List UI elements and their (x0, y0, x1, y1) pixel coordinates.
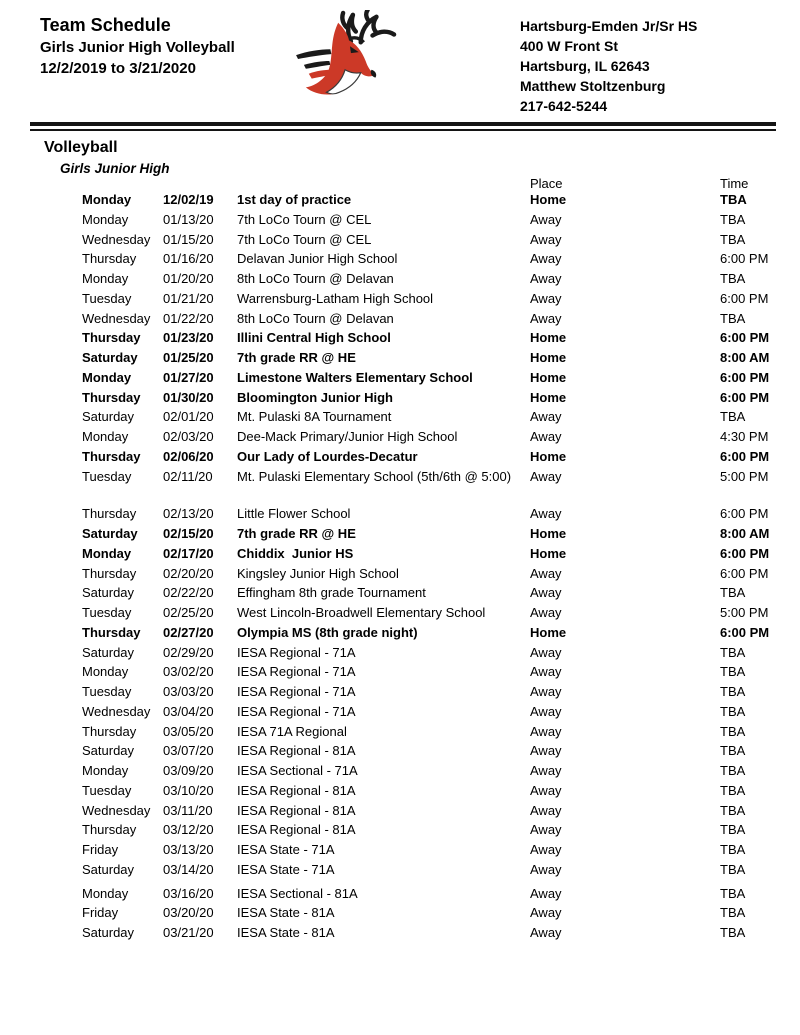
day-cell: Wednesday (82, 231, 151, 247)
date-cell: 03/04/20 (163, 703, 214, 719)
table-row (0, 504, 800, 524)
time-cell: TBA (720, 310, 746, 326)
day-cell: Thursday (82, 448, 141, 464)
table-row (0, 368, 800, 388)
time-cell: 8:00 AM (720, 350, 770, 365)
day-cell: Tuesday (82, 782, 132, 798)
date-cell: 12/02/19 (163, 192, 214, 207)
event-cell: Mt. Pulaski 8A Tournament (237, 409, 392, 425)
day-cell: Saturday (82, 861, 135, 877)
table-row (0, 447, 800, 467)
table-row (0, 524, 800, 544)
place-cell: Home (530, 330, 567, 346)
event-cell: IESA Regional - 71A (237, 703, 356, 719)
day-cell: Wednesday (82, 802, 151, 818)
place-cell: Away (530, 271, 562, 286)
table-row (0, 544, 800, 564)
table-row (0, 662, 800, 682)
place-cell: Away (530, 763, 562, 778)
time-cell: 6:00 PM (720, 330, 770, 346)
day-cell: Monday (82, 211, 129, 227)
place-cell: Home (530, 192, 567, 207)
time-cell: 6:00 PM (720, 389, 770, 405)
date-cell: 03/07/20 (163, 743, 214, 759)
event-cell: Warrensburg-Latham High School (237, 290, 434, 306)
event-cell: IESA Sectional - 71A (237, 763, 358, 778)
event-cell: IESA Regional - 71A (237, 644, 356, 660)
time-cell: TBA (720, 723, 746, 739)
date-cell: 01/13/20 (163, 211, 214, 227)
table-row (0, 741, 800, 761)
event-cell: Dee-Mack Primary/Junior High School (237, 429, 458, 444)
time-cell: TBA (720, 802, 746, 818)
event-cell: IESA Sectional - 81A (237, 885, 358, 901)
day-cell: Saturday (82, 409, 135, 425)
day-cell: Tuesday (82, 468, 132, 484)
day-cell: Thursday (82, 822, 137, 838)
time-cell: 6:00 PM (720, 545, 770, 561)
time-cell: TBA (720, 885, 746, 901)
table-row (0, 190, 800, 210)
table-row (0, 643, 800, 663)
date-cell: 03/11/20 (163, 802, 213, 818)
event-cell: IESA State - 71A (237, 842, 335, 857)
event-cell: 8th LoCo Tourn @ Delavan (237, 271, 394, 286)
event-cell: Mt. Pulaski Elementary School (5th/6th @ 5:00) (237, 468, 512, 484)
day-cell: Monday (82, 664, 129, 680)
header-left-block (40, 14, 235, 79)
time-cell: 5:00 PM (720, 605, 769, 620)
time-cell: TBA (720, 925, 746, 940)
schedule-date-range: 12/2/2019 to 3/21/2020 (40, 60, 196, 77)
table-row (0, 903, 800, 923)
time-cell: TBA (720, 743, 746, 759)
time-cell: 6:00 PM (720, 506, 769, 522)
place-cell: Home (530, 350, 567, 365)
place-cell: Away (530, 822, 562, 838)
date-cell: 03/03/20 (163, 684, 214, 699)
event-cell: IESA State - 81A (237, 905, 335, 921)
date-cell: 03/14/20 (163, 861, 214, 877)
place-cell: Away (530, 802, 562, 818)
day-cell: Monday (82, 429, 129, 444)
date-cell: 03/20/20 (163, 905, 214, 921)
date-cell: 02/29/20 (163, 644, 214, 660)
place-cell: Away (530, 703, 562, 719)
time-cell: TBA (720, 861, 746, 877)
date-cell: 02/17/20 (163, 545, 214, 561)
table-row (0, 230, 800, 250)
day-cell: Monday (82, 369, 132, 385)
time-cell: TBA (720, 703, 746, 719)
table-row (0, 249, 800, 269)
place-cell: Away (530, 506, 562, 522)
place-cell: Away (530, 605, 562, 620)
event-cell: 7th LoCo Tourn @ CEL (237, 231, 372, 247)
date-cell: 01/25/20 (163, 350, 214, 365)
table-row (0, 702, 800, 722)
table-row (0, 309, 800, 329)
school-name: Hartsburg-Emden Jr/Sr HS (520, 18, 698, 34)
place-cell: Away (530, 842, 562, 857)
table-row (0, 722, 800, 742)
event-cell: IESA Regional - 71A (237, 664, 356, 680)
event-cell: 7th grade RR @ HE (237, 526, 356, 541)
place-cell: Away (530, 211, 562, 227)
place-cell: Away (530, 905, 562, 921)
table-row (0, 564, 800, 584)
place-cell: Away (530, 409, 562, 425)
table-row (0, 289, 800, 309)
place-cell: Away (530, 644, 562, 660)
time-cell: TBA (720, 271, 746, 286)
time-cell: TBA (720, 684, 746, 699)
place-cell: Away (530, 310, 562, 326)
table-row (0, 603, 800, 623)
place-cell: Away (530, 231, 562, 247)
day-cell: Thursday (82, 389, 141, 405)
place-cell: Away (530, 664, 562, 680)
school-info-block (520, 16, 697, 116)
date-cell: 01/30/20 (163, 389, 214, 405)
team-heading: Girls Junior High (60, 161, 170, 176)
place-cell: Away (530, 684, 562, 699)
place-cell: Away (530, 251, 562, 267)
time-cell: 6:00 PM (720, 624, 770, 640)
event-cell: 7th grade RR @ HE (237, 350, 356, 365)
event-cell: Our Lady of Lourdes-Decatur (237, 448, 418, 464)
table-row (0, 860, 800, 880)
day-cell: Thursday (82, 330, 141, 346)
day-cell: Monday (82, 271, 129, 286)
time-cell: TBA (720, 842, 746, 857)
contact-name: Matthew Stoltzenburg (520, 78, 666, 94)
event-cell: Delavan Junior High School (237, 251, 398, 267)
event-cell: Bloomington Junior High (237, 389, 393, 405)
time-cell: 6:00 PM (720, 448, 770, 464)
schedule-table (0, 190, 800, 943)
place-cell: Away (530, 585, 562, 601)
event-cell: Limestone Walters Elementary School (237, 369, 473, 385)
table-row (0, 781, 800, 801)
date-cell: 02/06/20 (163, 448, 214, 464)
date-cell: 02/25/20 (163, 605, 214, 620)
table-row (0, 388, 800, 408)
day-cell: Tuesday (82, 605, 132, 620)
place-cell: Away (530, 743, 562, 759)
time-cell: TBA (720, 644, 746, 660)
date-cell: 03/09/20 (163, 763, 214, 778)
stag-mascot-icon (293, 10, 403, 108)
date-cell: 03/13/20 (163, 842, 214, 857)
place-cell: Home (530, 545, 567, 561)
time-cell: 6:00 PM (720, 251, 769, 267)
table-row (0, 328, 800, 348)
date-cell: 01/16/20 (163, 251, 214, 267)
date-cell: 01/27/20 (163, 369, 214, 385)
event-cell: Chiddix Junior HS (237, 545, 354, 561)
date-cell: 02/27/20 (163, 624, 214, 640)
table-row (0, 884, 800, 904)
date-cell: 01/23/20 (163, 330, 214, 346)
date-cell: 01/22/20 (163, 310, 214, 326)
day-cell: Thursday (82, 624, 141, 640)
sport-heading: Volleyball (44, 139, 118, 156)
date-cell: 01/21/20 (163, 290, 214, 306)
table-row (0, 761, 800, 781)
date-cell: 03/16/20 (163, 885, 214, 901)
event-cell: IESA Regional - 81A (237, 743, 356, 759)
date-cell: 03/05/20 (163, 723, 214, 739)
event-cell: 7th LoCo Tourn @ CEL (237, 211, 372, 227)
date-cell: 02/11/20 (163, 468, 213, 484)
contact-phone: 217-642-5244 (520, 98, 608, 114)
day-cell: Friday (82, 842, 119, 857)
event-cell: IESA State - 71A (237, 861, 335, 877)
table-row (0, 427, 800, 447)
date-cell: 01/20/20 (163, 271, 214, 286)
time-cell: 6:00 PM (720, 290, 769, 306)
time-cell: 8:00 AM (720, 526, 770, 541)
time-cell: TBA (720, 585, 746, 601)
column-header-time: Time (720, 176, 749, 191)
place-cell: Away (530, 565, 562, 581)
event-cell: Olympia MS (8th grade night) (237, 624, 418, 640)
table-row (0, 407, 800, 427)
table-row (0, 820, 800, 840)
event-cell: IESA 71A Regional (237, 723, 347, 739)
table-row (0, 923, 800, 943)
time-cell: TBA (720, 782, 746, 798)
column-header-place: Place (530, 176, 563, 191)
time-cell: TBA (720, 231, 746, 247)
event-cell: IESA State - 81A (237, 925, 335, 940)
event-cell: West Lincoln-Broadwell Elementary School (237, 605, 486, 620)
table-row (0, 801, 800, 821)
day-cell: Saturday (82, 526, 138, 541)
time-cell: 4:30 PM (720, 429, 769, 444)
time-cell: TBA (720, 822, 746, 838)
school-address-line2: Hartsburg, IL 62643 (520, 58, 650, 74)
day-cell: Monday (82, 885, 129, 901)
event-cell: Kingsley Junior High School (237, 565, 399, 581)
time-cell: TBA (720, 211, 746, 227)
day-cell: Saturday (82, 350, 138, 365)
time-cell: TBA (720, 905, 746, 921)
date-cell: 02/22/20 (163, 585, 214, 601)
team-subtitle: Girls Junior High Volleyball (40, 39, 235, 56)
day-cell: Saturday (82, 925, 135, 940)
place-cell: Away (530, 861, 562, 877)
place-cell: Away (530, 429, 562, 444)
place-cell: Away (530, 290, 562, 306)
date-cell: 03/12/20 (163, 822, 214, 838)
school-address-line1: 400 W Front St (520, 38, 619, 54)
table-row (0, 210, 800, 230)
table-row (0, 682, 800, 702)
event-cell: IESA Regional - 81A (237, 802, 356, 818)
table-row (0, 269, 800, 289)
day-cell: Monday (82, 545, 132, 561)
event-cell: IESA Regional - 81A (237, 782, 356, 798)
time-cell: 6:00 PM (720, 565, 769, 581)
place-cell: Home (530, 389, 567, 405)
date-cell: 02/15/20 (163, 526, 214, 541)
day-cell: Thursday (82, 565, 137, 581)
place-cell: Home (530, 624, 567, 640)
event-cell: IESA Regional - 81A (237, 822, 356, 838)
time-cell: TBA (720, 664, 746, 680)
event-cell: Little Flower School (237, 506, 351, 522)
event-cell: 1st day of practice (237, 192, 352, 207)
day-cell: Saturday (82, 585, 135, 601)
time-cell: TBA (720, 192, 747, 207)
date-cell: 03/02/20 (163, 664, 214, 680)
place-cell: Away (530, 885, 562, 901)
event-cell: Effingham 8th grade Tournament (237, 585, 426, 601)
date-cell: 02/01/20 (163, 409, 214, 425)
table-row (0, 840, 800, 860)
place-cell: Home (530, 526, 567, 541)
place-cell: Home (530, 448, 567, 464)
header-divider (30, 122, 776, 131)
table-row (0, 583, 800, 603)
column-headers (0, 177, 800, 191)
place-cell: Home (530, 369, 567, 385)
time-cell: 6:00 PM (720, 369, 770, 385)
day-cell: Saturday (82, 644, 135, 660)
table-row (0, 348, 800, 368)
date-cell: 02/13/20 (163, 506, 214, 522)
day-cell: Thursday (82, 251, 137, 267)
date-cell: 03/21/20 (163, 925, 214, 940)
event-cell: IESA Regional - 71A (237, 684, 356, 699)
place-cell: Away (530, 925, 562, 940)
table-row (0, 467, 800, 487)
table-row (0, 623, 800, 643)
day-cell: Saturday (82, 743, 135, 759)
date-cell: 02/03/20 (163, 429, 214, 444)
date-cell: 03/10/20 (163, 782, 214, 798)
day-cell: Thursday (82, 506, 137, 522)
day-cell: Tuesday (82, 684, 132, 699)
place-cell: Away (530, 468, 562, 484)
page-title: Team Schedule (40, 15, 171, 35)
day-cell: Tuesday (82, 290, 132, 306)
event-cell: Illini Central High School (237, 330, 391, 346)
day-cell: Thursday (82, 723, 137, 739)
place-cell: Away (530, 723, 562, 739)
day-cell: Monday (82, 192, 132, 207)
event-cell: 8th LoCo Tourn @ Delavan (237, 310, 394, 326)
time-cell: 5:00 PM (720, 468, 769, 484)
day-cell: Monday (82, 763, 129, 778)
time-cell: TBA (720, 763, 746, 778)
time-cell: TBA (720, 409, 746, 425)
date-cell: 01/15/20 (163, 231, 214, 247)
place-cell: Away (530, 782, 562, 798)
day-cell: Friday (82, 905, 119, 921)
day-cell: Wednesday (82, 703, 151, 719)
day-cell: Wednesday (82, 310, 151, 326)
date-cell: 02/20/20 (163, 565, 214, 581)
